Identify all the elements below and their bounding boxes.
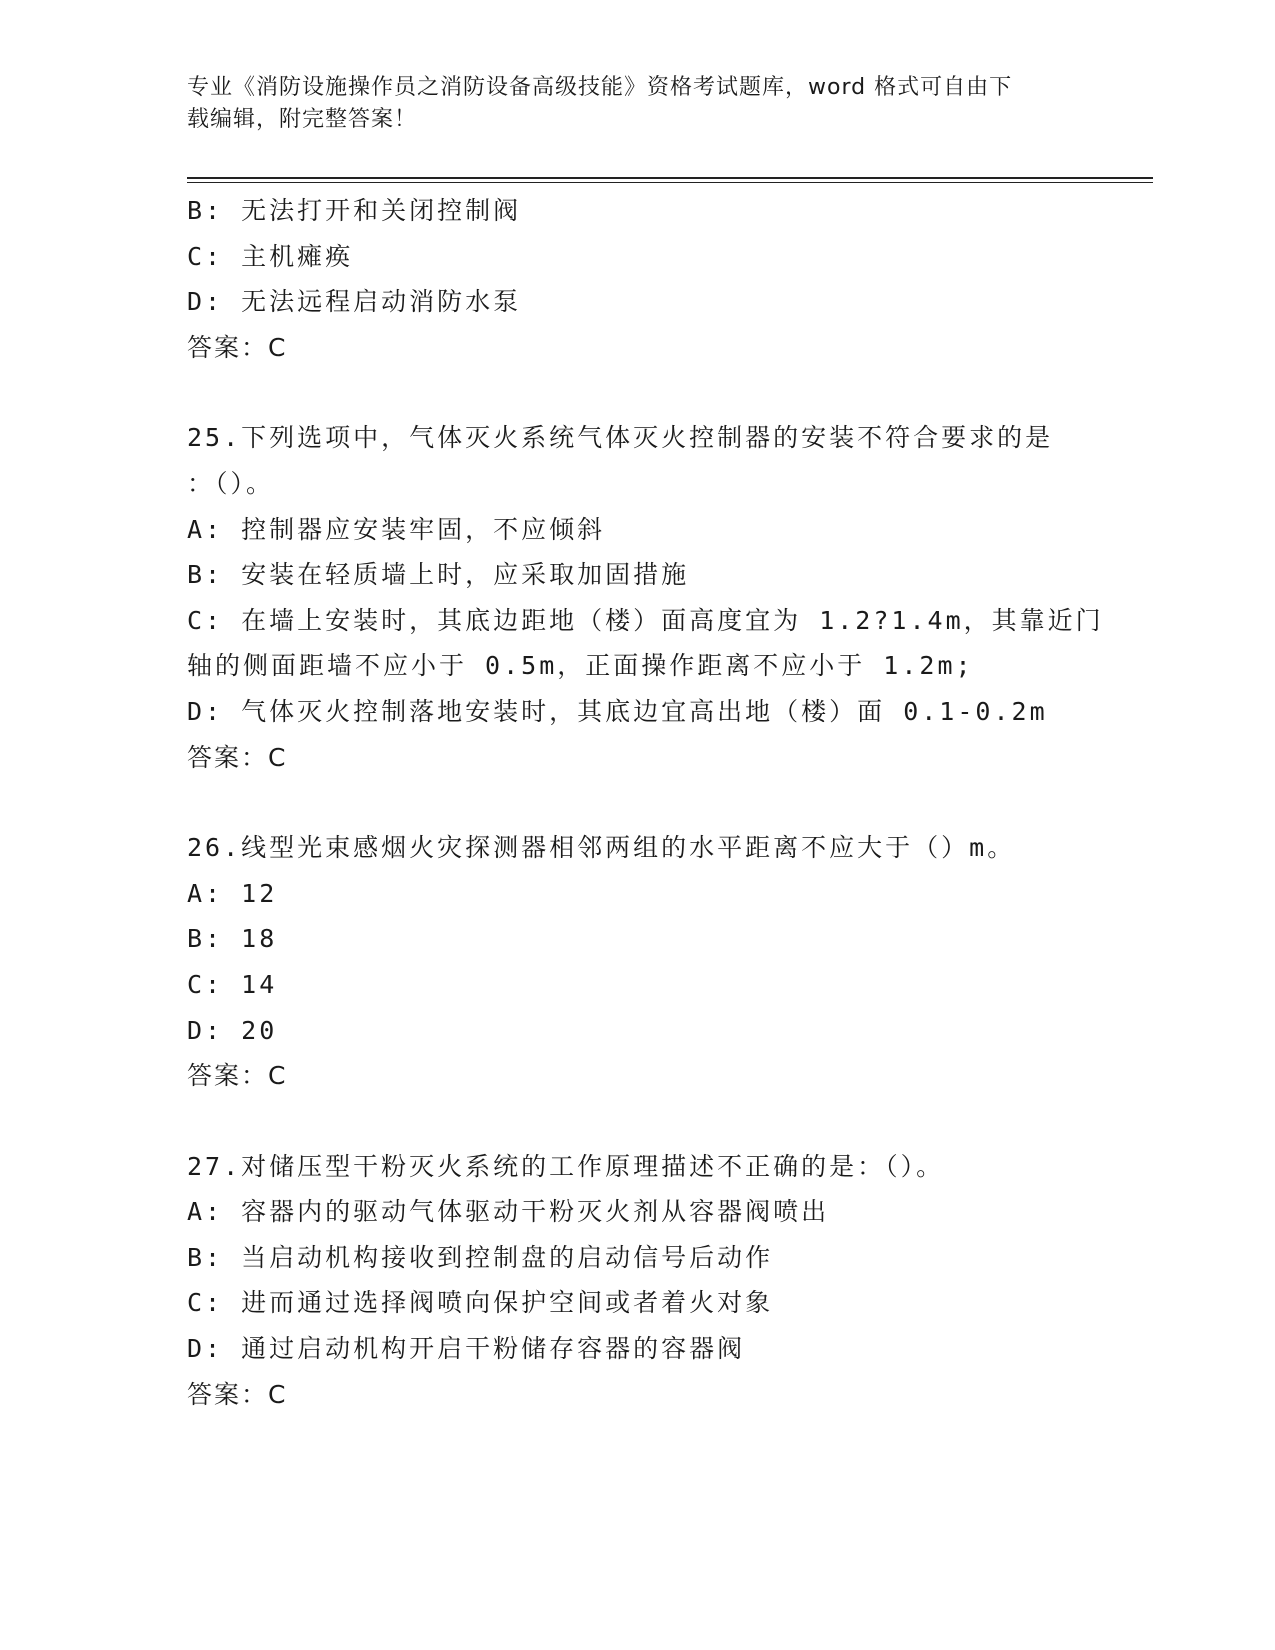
question-25-block	[187, 415, 1104, 780]
q25-option-b: B: 安装在轻质墙上时，应采取加固措施	[187, 560, 690, 590]
q27-option-c: C: 进而通过选择阀喷向保护空间或者着火对象	[187, 1288, 774, 1318]
q24-answer: 答案：C	[187, 332, 288, 362]
spacer	[187, 1099, 1087, 1144]
q25-answer: 答案：C	[187, 742, 288, 772]
q25-stem-line-1: 25.下列选项中，气体灭火系统气体灭火控制器的安装不符合要求的是	[187, 423, 1054, 453]
q24-option-c: C: 主机瘫痪	[187, 241, 354, 271]
question-24-block	[187, 188, 1087, 370]
q25-stem-line-2: ：（）。	[187, 468, 275, 498]
q26-option-d: D: 20	[187, 1015, 278, 1045]
q27-option-a: A: 容器内的驱动气体驱动干粉灭火剂从容器阀喷出	[187, 1197, 830, 1227]
spacer	[187, 780, 1087, 825]
spacer	[187, 370, 1087, 415]
q24-option-d: D: 无法远程启动消防水泵	[187, 287, 522, 317]
q25-option-c-line-1: C: 在墙上安装时，其底边距地（楼）面高度宜为 1.2?1.4m，其靠近门	[187, 605, 1104, 635]
question-26-block	[187, 825, 1087, 1099]
q26-stem: 26.线型光束感烟火灾探测器相邻两组的水平距离不应大于（）m。	[187, 833, 1016, 863]
q27-option-b: B: 当启动机构接收到控制盘的启动信号后动作	[187, 1242, 774, 1272]
q25-option-a: A: 控制器应安装牢固，不应倾斜	[187, 514, 606, 544]
header-line-2: 载编辑，附完整答案！	[187, 107, 418, 132]
q27-option-d: D: 通过启动机构开启干粉储存容器的容器阀	[187, 1334, 746, 1364]
header-divider-thin	[187, 182, 1153, 183]
header-line-1: 专业《消防设施操作员之消防设备高级技能》资格考试题库，word 格式可自由下	[187, 75, 1013, 100]
q24-option-b: B: 无法打开和关闭控制阀	[187, 196, 522, 225]
q26-option-c: C: 14	[187, 969, 278, 999]
q27-answer: 答案：C	[187, 1379, 288, 1409]
header-divider-thick	[187, 177, 1153, 179]
q25-option-d: D: 气体灭火控制落地安装时，其底边宜高出地（楼）面 0.1-0.2m	[187, 696, 1048, 726]
question-content	[187, 188, 1104, 1417]
q25-option-c-line-2: 轴的侧面距墙不应小于 0.5m，正面操作距离不应小于 1.2m;	[187, 651, 974, 681]
q27-stem: 27.对储压型干粉灭火系统的工作原理描述不正确的是：（）。	[187, 1151, 945, 1181]
q26-option-a: A: 12	[187, 878, 278, 908]
q26-option-b: B: 18	[187, 924, 278, 954]
question-27-block	[187, 1144, 1087, 1418]
q26-answer: 答案：C	[187, 1061, 288, 1091]
page-header	[187, 72, 1067, 136]
